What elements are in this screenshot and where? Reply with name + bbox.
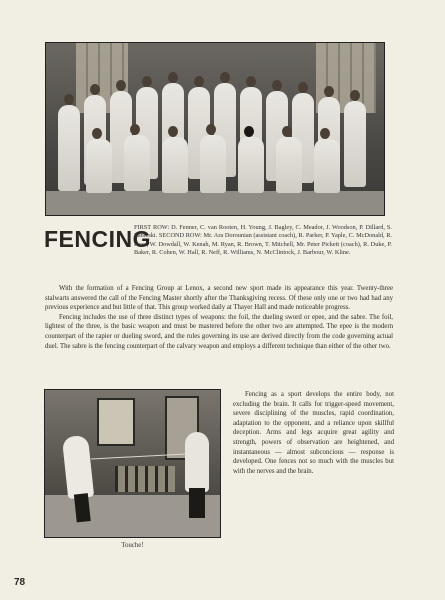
photo-chairs xyxy=(115,466,175,492)
fencing-team-photo xyxy=(45,42,385,216)
page-number: 78 xyxy=(14,577,26,588)
fencer-right xyxy=(185,432,209,492)
fencer-figure xyxy=(344,101,366,187)
fencer-figure xyxy=(124,135,150,191)
photo-caption: Touche! xyxy=(121,542,144,549)
article-paragraph: With the formation of a Fencing Group at Lenox, a second new sport made its appearance this year. Twenty-three stalwarts answered the call of the Fencing Master shortly after the Thanksgiving recess. Of these only one or two had had any previous experience and but little of that. This group worked daily at Thayer Hall and made noticeable progress. xyxy=(45,285,393,312)
fencer-figure xyxy=(162,137,188,193)
fencer-figure xyxy=(86,139,112,193)
team-roster-caption: FIRST ROW: D. Fenner, C. van Rooten, H. Young, J. Bagley, C. Meador, J. Woodson, P. Dillard, S. Zanieski. SECOND ROW: Mr. Ara Dorounian (assistant coach), R. Parker, P. Yaple, C. McDonald, R. Koss, W. Dowdall, W. Kenah, M. Ryan, R. Brown, T. Mitchell, Mr. Peter Pickett (coach), R. Duke, P. Baker, R. Cohen, W. Hall, R. Neff, R. Williams, N. McClintock, J. Barbour, W. Kline. xyxy=(134,224,392,256)
sidebar-paragraph: Fencing as a sport develops the entire body, not excluding the brain. It calls for trigger-speed movement, severe disciplining of the muscles, rapid coordination, adaptation to the opponent, and a reliance upon skillful deception. Arms and legs acquire great agility and strength, powers of observation are heightened, and instantaneous — almost subconcious — response is developed. One fences not so much with the muscles but with the nerves and the brain. xyxy=(233,391,394,475)
photo-window xyxy=(97,398,135,446)
fencer-figure xyxy=(276,137,302,193)
fencer-figure xyxy=(58,105,80,191)
gym-floor xyxy=(46,191,384,215)
article-body xyxy=(45,284,393,351)
fencer-figure xyxy=(238,137,264,193)
section-title: FENCING xyxy=(44,226,151,252)
fencing-bout-photo xyxy=(44,389,221,538)
fencer-figure xyxy=(314,139,340,193)
fencer-figure xyxy=(200,135,226,193)
fencer-left xyxy=(62,435,94,499)
article-paragraph: Fencing includes the use of three distinct types of weapons: the foil, the dueling sword or epee, and the sabre. The foil, lightest of the three, is the basic weapon and must be mastered before the other two are attempted. The epee is the modern counterpart of the rapier or dueling sword, and the rules governing its use are derived directly from the code governing actual duel. The sabre is the fencing counterpart of the calvary weapon and employs a different technique than either of the other two. xyxy=(45,313,393,350)
